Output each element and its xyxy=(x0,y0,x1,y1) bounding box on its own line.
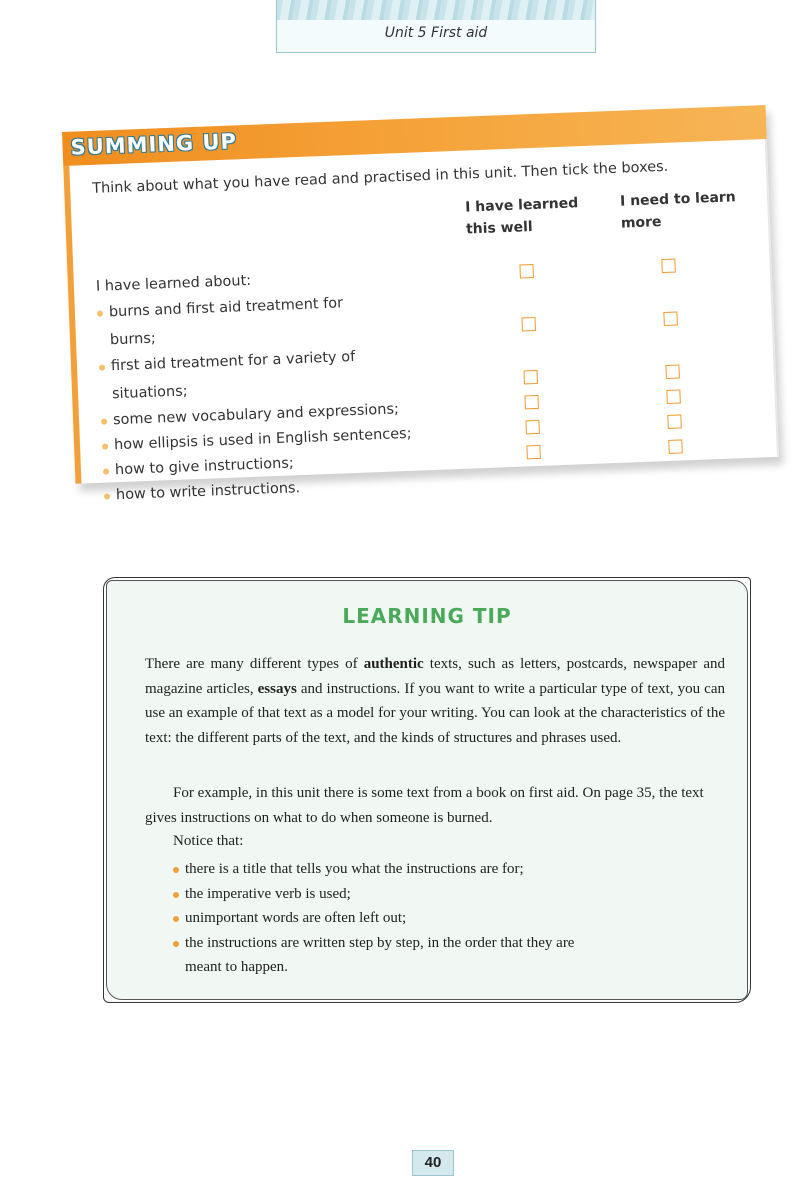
checkbox-learn-more[interactable] xyxy=(661,259,676,274)
learning-tip-paragraph-1 xyxy=(145,652,725,750)
point-text: unimportant words are often left out; xyxy=(185,910,407,926)
point-text: there is a title that tells you what the instructions are for; xyxy=(185,861,524,877)
summing-up-instruction: Think about what you have read and practised in this unit. Then tick the boxes. xyxy=(91,158,669,197)
point-text: the imperative verb is used; xyxy=(185,885,351,902)
checkbox-learned-well[interactable] xyxy=(523,370,538,385)
list-item xyxy=(173,857,665,882)
checkbox-learn-more[interactable] xyxy=(668,439,683,454)
unit-header xyxy=(276,0,596,53)
page-number: 40 xyxy=(412,1150,454,1176)
learning-tip-title: LEARNING TIP xyxy=(342,604,512,628)
checkbox-learn-more[interactable] xyxy=(663,312,678,327)
paragraph-text: and instructions. If you want to write a particular type of text, you can use an example of that text as a model for your writing. You can look at the characteristics of the text: the different parts of the text, and the kinds of structures and phrases used. xyxy=(145,680,725,746)
checkbox-learned-well[interactable] xyxy=(521,317,536,332)
bullet-icon xyxy=(104,493,110,499)
bullet-icon xyxy=(173,941,179,947)
learning-tip-notice: Notice that: xyxy=(173,833,244,849)
unit-title: Unit 5 First aid xyxy=(384,25,488,41)
learned-intro: I have learned about: xyxy=(95,272,252,295)
column-header-learned-well: I have learned this well xyxy=(464,195,579,238)
checkbox-learn-more[interactable] xyxy=(667,414,682,429)
bullet-icon xyxy=(97,311,103,317)
checkbox-learn-more[interactable] xyxy=(666,389,681,404)
learning-tip-box xyxy=(106,580,748,1000)
topic-label: how ellipsis is used in English sentences; xyxy=(113,425,412,454)
summing-up-title: SUMMING UP xyxy=(70,129,238,160)
header-decor-band xyxy=(277,0,595,20)
summing-up-box xyxy=(62,105,779,504)
bullet-icon xyxy=(99,365,105,371)
keyword-authentic: authentic xyxy=(363,656,424,672)
paragraph-text: texts, such as letters, postcards, newspaper and magazine articles, xyxy=(145,656,725,697)
column-header-learn-more: I need to learn more xyxy=(619,189,737,232)
bullet-icon xyxy=(173,867,179,873)
list-item xyxy=(173,906,665,931)
checkbox-learned-well[interactable] xyxy=(525,420,540,435)
bullet-icon xyxy=(103,468,109,474)
list-item xyxy=(173,931,605,980)
checkbox-learned-well[interactable] xyxy=(519,264,534,279)
topic-label: how to write instructions. xyxy=(115,480,301,504)
checkbox-learned-well[interactable] xyxy=(526,445,541,460)
checkbox-learned-well[interactable] xyxy=(524,395,539,410)
checkbox-learn-more[interactable] xyxy=(665,364,680,379)
topic-label: burns and first aid treatment for burns; xyxy=(108,295,344,349)
keyword-essays: essays xyxy=(257,680,297,697)
paragraph-text: There are many different types of xyxy=(145,656,364,672)
bullet-icon xyxy=(101,418,107,424)
summing-up-header xyxy=(62,105,767,166)
bullet-icon xyxy=(102,443,108,449)
bullet-icon xyxy=(173,892,179,898)
list-item xyxy=(173,882,665,907)
learning-tip-points xyxy=(173,857,665,980)
topic-label: some new vocabulary and expressions; xyxy=(112,401,400,429)
topic-label: how to give instructions; xyxy=(114,455,295,479)
topic-label: first aid treatment for a variety of situations; xyxy=(110,348,356,403)
bullet-icon xyxy=(173,916,179,922)
point-text: the instructions are written step by step, in the order that they are meant to happen. xyxy=(185,934,575,975)
learning-tip-paragraph-2: For example, in this unit there is some text from a book on first aid. On page 35, the text gives instructions on what to do when someone is burned. xyxy=(145,785,704,826)
